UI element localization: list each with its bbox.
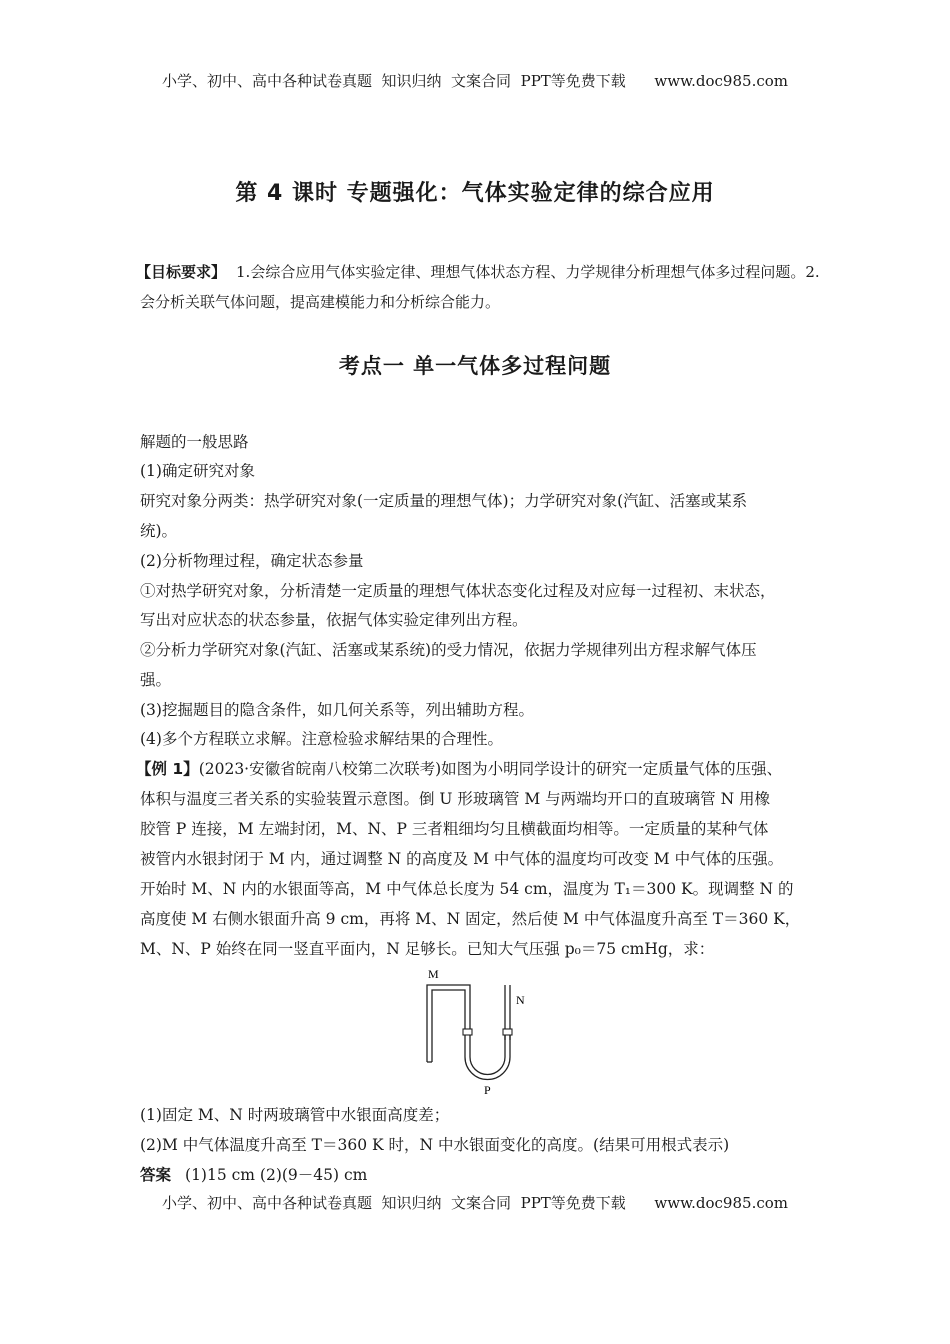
page-footer: 小学、初中、高中各种试卷真题 知识归纳 文案合同 PPT等免费下载 www.doc985.com	[161, 1194, 788, 1212]
body-line: 写出对应状态的状态参量，依据气体实验定律列出方程。	[140, 611, 528, 629]
body-line: ②分析力学研究对象(汽缸、活塞或某系统)的受力情况，依据力学规律列出方程求解气体压	[140, 641, 757, 659]
example-line: 被管内水银封闭于 M 内，通过调整 N 的高度及 M 中气体的温度均可改变 M 中气体的压强。	[140, 850, 784, 868]
body-line: 解题的一般思路	[140, 433, 249, 451]
answer-line	[140, 1163, 367, 1185]
body-line: 研究对象分两类：热学研究对象(一定质量的理想气体)；力学研究对象(汽缸、活塞或某系	[140, 492, 748, 510]
body-line: ①对热学研究对象，分析清楚一定质量的理想气体状态变化过程及对应每一过程初、末状态，	[140, 582, 776, 600]
body-line: (4)多个方程联立求解。注意检验求解结果的合理性。	[140, 730, 503, 748]
answer-label: 答案	[140, 1166, 172, 1184]
page-title: 第 4 课时 专题强化：气体实验定律的综合应用	[235, 181, 715, 206]
body-line: 统)。	[140, 522, 178, 540]
example-line: 开始时 M、N 内的水银面等高，M 中气体总长度为 54 cm，温度为 T₁＝300 K。现调整 N 的	[140, 880, 794, 898]
example-line: 高度使 M 右侧水银面升高 9 cm，再将 M、N 固定，然后使 M 中气体温度升高至 T＝360 K，	[140, 910, 801, 928]
objective-text: 1.会综合应用气体实验定律、理想气体状态方程、力学规律分析理想气体多过程问题。2.会分析关联气体问题，提高建模能力和分析综合能力。	[140, 263, 820, 311]
question-line: (2)M 中气体温度升高至 T＝360 K 时，N 中水银面变化的高度。(结果可用根式表示)	[140, 1136, 730, 1154]
figure-label-p: P	[484, 1083, 491, 1095]
example-line: 胶管 P 连接，M 左端封闭，M、N、P 三者粗细均匀且横截面均相等。一定质量的某种气体	[140, 820, 769, 838]
body-line: 强。	[140, 671, 172, 689]
example-label: 【例 1】	[136, 760, 199, 778]
objective-block	[136, 257, 830, 317]
page-header: 小学、初中、高中各种试卷真题 知识归纳 文案合同 PPT等免费下载 www.doc985.com	[161, 72, 788, 90]
body-line: (3)挖掘题目的隐含条件，如几何关系等，列出辅助方程。	[140, 701, 534, 719]
objective-tag: 【目标要求】	[136, 263, 227, 281]
body-line: (2)分析物理过程，确定状态参量	[140, 552, 364, 570]
example-line: 【例 1】(2023·安徽省皖南八校第二次联考)如图为小明同学设计的研究一定质量气体的压强、	[136, 760, 783, 778]
example-line: M、N、P 始终在同一竖直平面内，N 足够长。已知大气压强 p₀＝75 cmHg，求：	[140, 940, 715, 958]
section-heading: 考点一 单一气体多过程问题	[338, 354, 612, 378]
figure-label-n: N	[516, 993, 525, 1007]
answer-text: (1)15 cm (2)(9－45) cm	[185, 1166, 368, 1184]
figure-label-m: M	[428, 967, 439, 981]
body-line: (1)确定研究对象	[140, 462, 255, 480]
u-tube-apparatus-figure	[410, 965, 540, 1095]
question-line: (1)固定 M、N 时两玻璃管中水银面高度差；	[140, 1106, 450, 1124]
example-line: 体积与温度三者关系的实验装置示意图。倒 U 形玻璃管 M 与两端均开口的直玻璃管 N 用橡	[140, 790, 771, 808]
